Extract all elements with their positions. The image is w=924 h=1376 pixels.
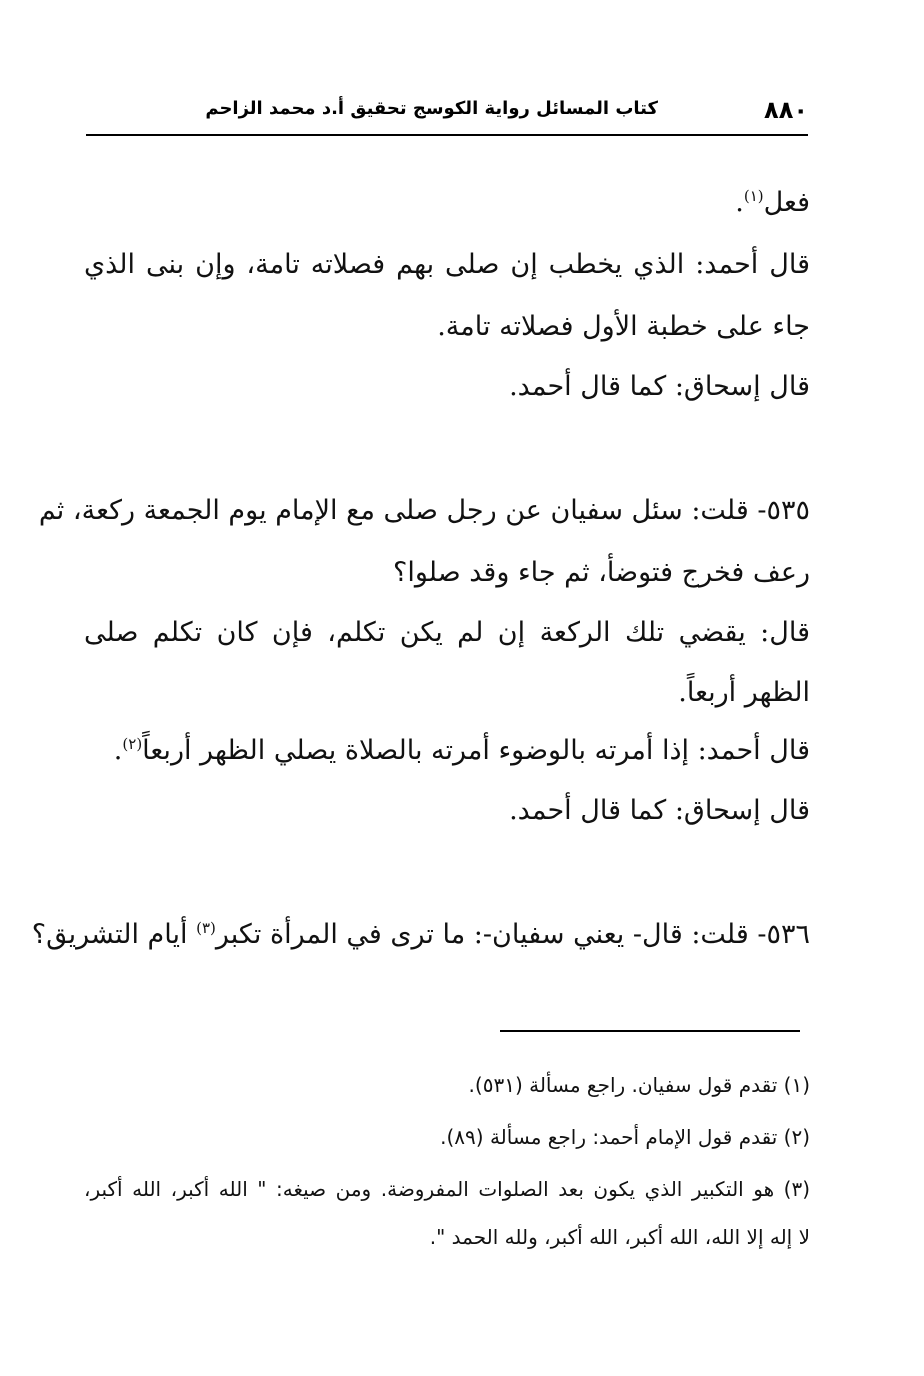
footnote-separator: [500, 1030, 800, 1032]
text-line-9: [114, 734, 810, 767]
footnote-3-line-1: (٣) هو التكبير الذي يكون بعد الصلوات المفروضة. ومن صيغه: " الله أكبر، الله أكبر،: [84, 1177, 810, 1201]
text-line-9-end: .: [113, 735, 123, 766]
footnote-ref-3: (٣): [196, 919, 216, 937]
page-number: ٨٨٠: [764, 96, 808, 124]
text-line-11: [32, 918, 810, 951]
page-header: [86, 92, 808, 132]
text-line-11-after: أيام التشريق؟: [31, 919, 197, 950]
text-line-11-before: ٥٣٦- قلت: قال- يعني سفيان-: ما ترى في المرأة تكبر: [215, 919, 810, 950]
footnote-ref-1: (١): [743, 187, 764, 205]
text-line-1: [84, 186, 810, 219]
text-line-2: قال أحمد: الذي يخطب إن صلى بهم فصلاته تامة، وإن بنى الذي: [84, 249, 810, 280]
footnote-1: (١) تقدم قول سفيان. راجع مسألة (٥٣١).: [468, 1073, 810, 1097]
text-line-5: ٥٣٥- قلت: سئل سفيان عن رجل صلى مع الإمام يوم الجمعة ركعة، ثم: [38, 495, 810, 526]
running-title: كتاب المسائل رواية الكوسج تحقيق أ.د محمد الزاحم: [205, 98, 658, 119]
text-line-3: جاء على خطبة الأول فصلاته تامة.: [437, 311, 810, 342]
footnote-2: (٢) تقدم قول الإمام أحمد: راجع مسألة (٨٩).: [440, 1125, 810, 1149]
text-line-9-text: قال أحمد: إذا أمرته بالوضوء أمرته بالصلاة يصلي الظهر أربعاً: [142, 735, 810, 766]
header-rule: [86, 134, 808, 136]
text-line-7: قال: يقضي تلك الركعة إن لم يكن تكلم، فإن كان تكلم صلى: [84, 617, 810, 648]
text-line-4: قال إسحاق: كما قال أحمد.: [509, 371, 810, 402]
footnote-3-line-2: لا إله إلا الله، الله أكبر، الله أكبر، ولله الحمد ".: [429, 1225, 810, 1249]
footnote-ref-2: (٢): [122, 735, 143, 753]
text-line-1-end: .: [735, 187, 744, 218]
text-line-6: رعف فخرج فتوضأ، ثم جاء وقد صلوا؟: [393, 557, 810, 588]
text-line-10: قال إسحاق: كما قال أحمد.: [509, 795, 810, 826]
text-line-1-text: فعل: [763, 187, 810, 218]
text-line-8: الظهر أربعاً.: [678, 677, 810, 708]
